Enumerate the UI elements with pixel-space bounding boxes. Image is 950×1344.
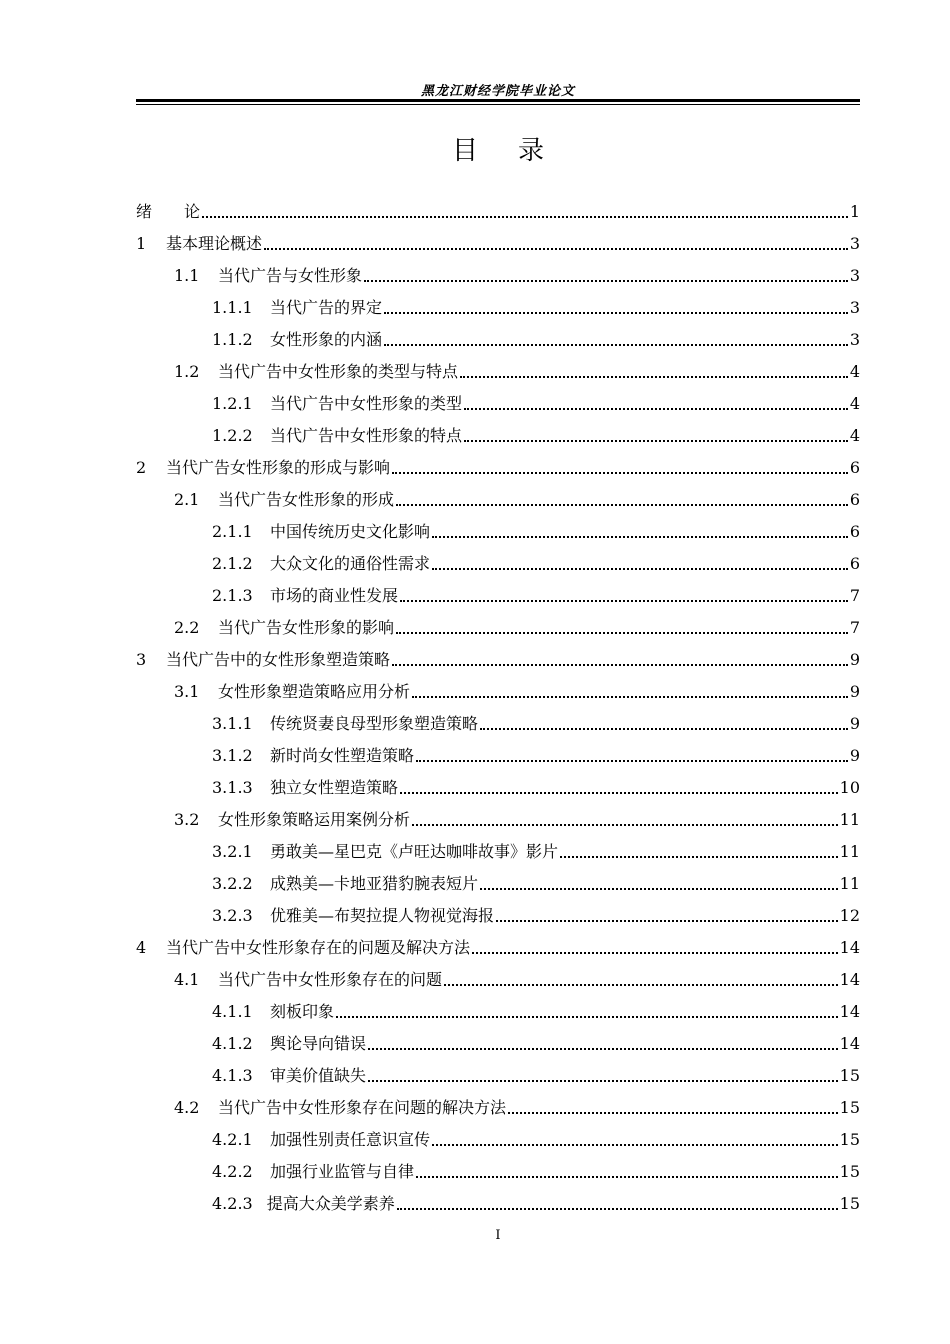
toc-dot-leader xyxy=(444,984,838,986)
toc-entry[interactable] xyxy=(136,929,860,961)
toc-dot-leader xyxy=(202,216,848,218)
toc-title: 目录 xyxy=(451,136,584,166)
table-of-contents xyxy=(136,193,860,1217)
toc-entry-title: 中国传统历史文化影响 xyxy=(270,522,431,541)
toc-dot-leader xyxy=(336,1016,838,1018)
toc-entry-page: 12 xyxy=(839,906,860,925)
toc-entry-number: 4.1.2 xyxy=(212,1034,253,1053)
toc-entry[interactable] xyxy=(136,1153,860,1185)
toc-entry[interactable] xyxy=(136,1025,860,1057)
toc-entry-title: 加强性别责任意识宣传 xyxy=(270,1130,431,1149)
toc-entry-title: 当代广告中女性形象存在的问题及解决方法 xyxy=(166,938,471,957)
toc-entry-page: 15 xyxy=(839,1162,860,1181)
toc-dot-leader xyxy=(480,728,848,730)
toc-dot-leader xyxy=(397,1208,838,1210)
toc-entry-title: 优雅美—布契拉提人物视觉海报 xyxy=(270,906,495,925)
toc-entry-number: 4.2.2 xyxy=(212,1162,253,1181)
toc-dot-leader xyxy=(416,760,848,762)
toc-entry-number: 1.2.2 xyxy=(212,426,253,445)
toc-entry[interactable] xyxy=(136,801,860,833)
toc-entry-page: 15 xyxy=(839,1130,860,1149)
toc-entry[interactable] xyxy=(136,833,860,865)
toc-entry-title: 刻板印象 xyxy=(270,1002,335,1021)
toc-entry-page: 4 xyxy=(849,426,860,445)
toc-entry-page: 3 xyxy=(849,266,860,285)
toc-entry[interactable] xyxy=(136,673,860,705)
toc-entry-page: 6 xyxy=(849,458,860,477)
toc-entry-title: 独立女性塑造策略 xyxy=(270,778,399,797)
toc-entry[interactable] xyxy=(136,257,860,289)
toc-entry-page: 6 xyxy=(849,490,860,509)
toc-entry-number: 2.1.2 xyxy=(212,554,253,573)
header-rule-thick xyxy=(136,99,860,102)
toc-entry-title: 基本理论概述 xyxy=(166,234,263,253)
toc-entry-number: 1.1.2 xyxy=(212,330,253,349)
toc-dot-leader xyxy=(480,888,838,890)
toc-entry-page: 6 xyxy=(849,522,860,541)
toc-entry-number: 3.2.3 xyxy=(212,906,253,925)
toc-entry[interactable] xyxy=(136,481,860,513)
toc-entry[interactable] xyxy=(136,225,860,257)
toc-entry-number: 4.1.3 xyxy=(212,1066,253,1085)
toc-entry-number: 3.1 xyxy=(174,682,200,701)
toc-dot-leader xyxy=(412,824,838,826)
toc-entry-title: 当代广告中女性形象的类型 xyxy=(270,394,463,413)
toc-entry[interactable] xyxy=(136,353,860,385)
toc-dot-leader xyxy=(416,1176,838,1178)
toc-entry[interactable] xyxy=(136,449,860,481)
toc-entry-number: 1.2.1 xyxy=(212,394,253,413)
toc-dot-leader xyxy=(368,1048,838,1050)
toc-entry-title: 加强行业监管与自律 xyxy=(270,1162,415,1181)
page-number: I xyxy=(495,1228,501,1243)
toc-entry-page: 6 xyxy=(849,554,860,573)
toc-entry[interactable] xyxy=(136,609,860,641)
toc-entry-number: 1 xyxy=(136,234,147,253)
toc-entry-page: 9 xyxy=(849,650,860,669)
toc-dot-leader xyxy=(464,408,848,410)
toc-entry[interactable] xyxy=(136,865,860,897)
page-header: 黑龙江财经学院毕业论文 xyxy=(420,84,575,99)
toc-entry-number: 1.2 xyxy=(174,362,200,381)
toc-dot-leader xyxy=(432,1144,838,1146)
toc-entry[interactable] xyxy=(136,513,860,545)
toc-entry[interactable] xyxy=(136,961,860,993)
toc-entry-title: 当代广告中女性形象的特点 xyxy=(270,426,463,445)
toc-dot-leader xyxy=(432,536,848,538)
toc-entry-title: 大众文化的通俗性需求 xyxy=(270,554,431,573)
toc-dot-leader xyxy=(396,504,848,506)
toc-entry-page: 4 xyxy=(849,362,860,381)
toc-dot-leader xyxy=(392,664,848,666)
toc-entry-page: 3 xyxy=(849,298,860,317)
toc-entry-page: 14 xyxy=(839,1002,860,1021)
toc-entry[interactable] xyxy=(136,1089,860,1121)
toc-entry-number: 2.1.3 xyxy=(212,586,253,605)
toc-entry-number: 4 xyxy=(136,938,147,957)
toc-entry[interactable] xyxy=(136,897,860,929)
toc-entry-page: 9 xyxy=(849,714,860,733)
toc-entry-title: 市场的商业性发展 xyxy=(270,586,399,605)
toc-entry-number: 3.1.2 xyxy=(212,746,253,765)
toc-entry-title: 女性形象塑造策略应用分析 xyxy=(218,682,411,701)
toc-entry-page: 14 xyxy=(839,1034,860,1053)
toc-entry-number: 4.2.3 xyxy=(212,1194,253,1213)
toc-entry-page: 7 xyxy=(849,586,860,605)
toc-entry-number: 3 xyxy=(136,650,147,669)
toc-entry-title: 当代广告女性形象的影响 xyxy=(218,618,395,637)
toc-entry-number: 3.1.3 xyxy=(212,778,253,797)
toc-entry[interactable] xyxy=(136,1057,860,1089)
toc-entry[interactable] xyxy=(136,417,860,449)
toc-entry-page: 9 xyxy=(849,746,860,765)
toc-dot-leader xyxy=(560,856,838,858)
toc-entry-number: 4.2 xyxy=(174,1098,200,1117)
toc-entry[interactable] xyxy=(136,993,860,1025)
toc-dot-leader xyxy=(384,312,848,314)
toc-entry-page: 11 xyxy=(839,842,860,861)
toc-entry-page: 15 xyxy=(839,1066,860,1085)
toc-dot-leader xyxy=(364,280,848,282)
toc-entry-title: 当代广告的界定 xyxy=(270,298,383,317)
toc-entry-number: 4.1 xyxy=(174,970,200,989)
toc-dot-leader xyxy=(460,376,848,378)
toc-dot-leader xyxy=(384,344,848,346)
toc-entry[interactable] xyxy=(136,1121,860,1153)
toc-entry[interactable] xyxy=(136,769,860,801)
toc-entry-number: 1.1.1 xyxy=(212,298,253,317)
toc-entry-title: 勇敢美—星巴克《卢旺达咖啡故事》影片 xyxy=(270,842,559,861)
toc-entry-title: 绪 论 xyxy=(136,202,201,221)
toc-dot-leader xyxy=(464,440,848,442)
toc-entry[interactable] xyxy=(136,193,860,225)
toc-entry-title: 当代广告女性形象的形成与影响 xyxy=(166,458,391,477)
toc-entry-number: 3.2 xyxy=(174,810,200,829)
toc-entry-number: 2.1 xyxy=(174,490,200,509)
toc-entry-page: 15 xyxy=(839,1194,860,1213)
toc-dot-leader xyxy=(412,696,848,698)
toc-entry-page: 4 xyxy=(849,394,860,413)
toc-entry[interactable] xyxy=(136,545,860,577)
toc-entry-title: 舆论导向错误 xyxy=(270,1034,367,1053)
toc-entry-page: 15 xyxy=(839,1098,860,1117)
toc-entry[interactable] xyxy=(136,737,860,769)
toc-entry-page: 3 xyxy=(849,234,860,253)
toc-dot-leader xyxy=(400,792,838,794)
toc-entry-title: 提高大众美学素养 xyxy=(266,1194,395,1213)
toc-entry-page: 11 xyxy=(839,810,860,829)
toc-dot-leader xyxy=(392,472,848,474)
toc-entry-number: 2.2 xyxy=(174,618,200,637)
toc-entry-page: 7 xyxy=(849,618,860,637)
toc-entry-number: 2 xyxy=(136,458,147,477)
toc-entry[interactable] xyxy=(136,321,860,353)
toc-entry-page: 3 xyxy=(849,330,860,349)
toc-dot-leader xyxy=(368,1080,838,1082)
toc-entry-title: 当代广告与女性形象 xyxy=(218,266,363,285)
toc-entry-number: 4.1.1 xyxy=(212,1002,253,1021)
toc-entry-page: 1 xyxy=(849,202,860,221)
toc-entry[interactable] xyxy=(136,385,860,417)
toc-entry-number: 3.2.2 xyxy=(212,874,253,893)
toc-dot-leader xyxy=(508,1112,838,1114)
toc-entry[interactable] xyxy=(136,1185,860,1217)
toc-entry-title: 传统贤妻良母型形象塑造策略 xyxy=(270,714,479,733)
toc-dot-leader xyxy=(432,568,848,570)
toc-entry-title: 当代广告中女性形象存在的问题 xyxy=(218,970,443,989)
toc-entry-number: 3.2.1 xyxy=(212,842,253,861)
header-rule-thin xyxy=(136,104,860,105)
toc-dot-leader xyxy=(400,600,848,602)
toc-entry[interactable] xyxy=(136,705,860,737)
toc-dot-leader xyxy=(264,248,848,250)
toc-entry-title: 当代广告中的女性形象塑造策略 xyxy=(166,650,391,669)
toc-entry[interactable] xyxy=(136,577,860,609)
toc-entry-page: 11 xyxy=(839,874,860,893)
toc-dot-leader xyxy=(496,920,838,922)
toc-entry-page: 14 xyxy=(839,938,860,957)
toc-entry-number: 3.1.1 xyxy=(212,714,253,733)
toc-entry[interactable] xyxy=(136,289,860,321)
toc-entry-page: 10 xyxy=(839,778,860,797)
toc-entry-title: 当代广告中女性形象存在问题的解决方法 xyxy=(218,1098,507,1117)
toc-entry-title: 新时尚女性塑造策略 xyxy=(270,746,415,765)
toc-entry-title: 审美价值缺失 xyxy=(270,1066,367,1085)
toc-entry-title: 当代广告中女性形象的类型与特点 xyxy=(218,362,459,381)
toc-entry[interactable] xyxy=(136,641,860,673)
toc-entry-number: 2.1.1 xyxy=(212,522,253,541)
toc-entry-title: 成熟美—卡地亚猎豹腕表短片 xyxy=(270,874,479,893)
toc-entry-title: 女性形象策略运用案例分析 xyxy=(218,810,411,829)
toc-dot-leader xyxy=(396,632,848,634)
toc-entry-title: 当代广告女性形象的形成 xyxy=(218,490,395,509)
toc-entry-title: 女性形象的内涵 xyxy=(270,330,383,349)
toc-dot-leader xyxy=(472,952,838,954)
toc-entry-number: 1.1 xyxy=(174,266,200,285)
toc-entry-page: 9 xyxy=(849,682,860,701)
toc-entry-page: 14 xyxy=(839,970,860,989)
toc-entry-number: 4.2.1 xyxy=(212,1130,253,1149)
